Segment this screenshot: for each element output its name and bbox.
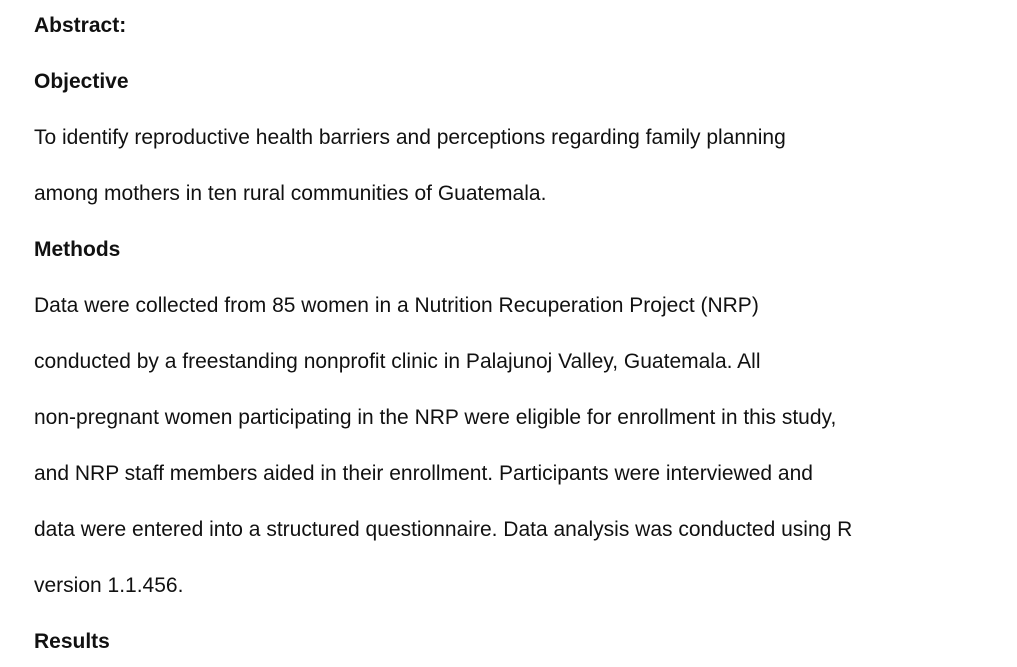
- results-heading: Results: [34, 630, 110, 653]
- objective-line: To identify reproductive health barriers and perceptions regarding family planning: [34, 126, 786, 149]
- methods-line: version 1.1.456.: [34, 574, 184, 597]
- methods-line: conducted by a freestanding nonprofit clinic in Palajunoj Valley, Guatemala. All: [34, 350, 761, 373]
- methods-line: data were entered into a structured questionnaire. Data analysis was conducted using R: [34, 518, 853, 541]
- methods-heading: Methods: [34, 238, 121, 261]
- objective-heading: Objective: [34, 70, 129, 93]
- methods-line: Data were collected from 85 women in a Nutrition Recuperation Project (NRP): [34, 294, 759, 317]
- methods-line: and NRP staff members aided in their enrollment. Participants were interviewed and: [34, 462, 813, 485]
- abstract-label: Abstract:: [34, 14, 127, 37]
- methods-line: non-pregnant women participating in the NRP were eligible for enrollment in this study,: [34, 406, 837, 429]
- objective-line: among mothers in ten rural communities of Guatemala.: [34, 182, 547, 205]
